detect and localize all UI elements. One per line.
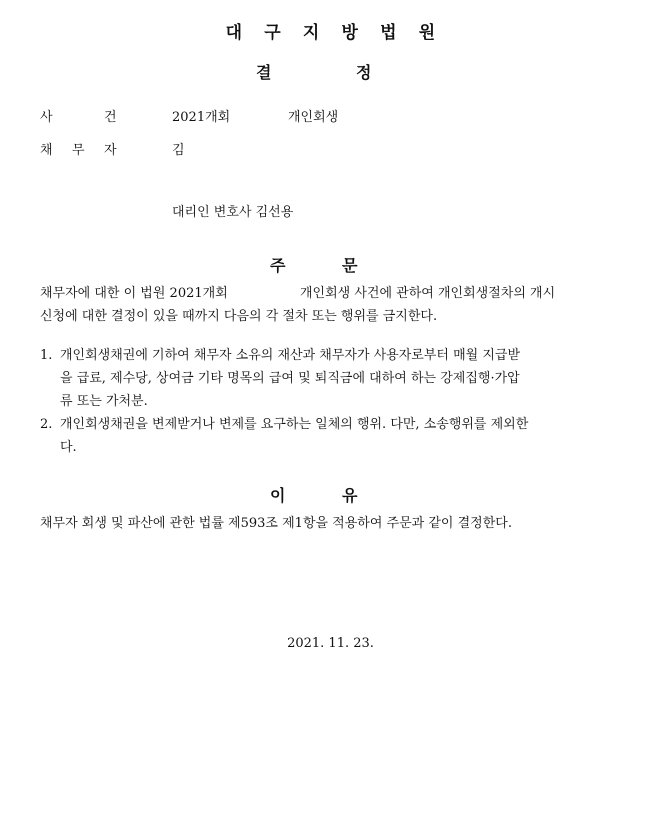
order-intro <box>40 282 590 328</box>
reason-text: 채무자 회생 및 파산에 관한 법률 제593조 제1항을 적용하여 주문과 같이 결정한다. <box>40 516 512 531</box>
list-item-line: 다. <box>60 440 77 455</box>
list-item-line: 을 급료, 제수당, 상여금 기타 명목의 급여 및 퇴직금에 대하여 하는 강제집행·가압 <box>60 371 520 386</box>
list-item-line: 류 또는 가처분. <box>60 394 148 409</box>
order-intro-line-1 <box>40 282 590 305</box>
doc-type-char-2: 정 <box>356 63 372 82</box>
list-item <box>40 413 588 459</box>
court-title-char: 법 <box>380 23 397 43</box>
case-label-char: 건 <box>104 110 117 125</box>
list-item-number: 1. <box>40 348 53 363</box>
case-number: 2021개회 <box>172 110 231 125</box>
order-heading-char-1: 주 <box>270 256 286 275</box>
order-heading-char-2: 문 <box>342 256 358 275</box>
debtor-name: 김 <box>172 143 185 158</box>
doc-type-char-1: 결 <box>256 63 272 82</box>
debtor-label-char: 무 <box>72 143 85 158</box>
list-item-number: 2. <box>40 417 53 432</box>
debtor-label-char: 자 <box>104 143 117 158</box>
court-title-char: 대 <box>225 23 243 43</box>
reason-heading-char-1: 이 <box>270 486 286 505</box>
order-intro-part2: 개인회생 사건에 관하여 개인회생절차의 개시 <box>300 286 556 301</box>
debtor-label-char: 채 <box>40 143 53 158</box>
list-item-line: 개인회생채권에 기하여 채무자 소유의 재산과 채무자가 사용자로부터 매월 지급받 <box>60 348 521 363</box>
court-title-char: 구 <box>264 23 281 43</box>
agent-line: 대리인 변호사 김선용 <box>172 205 294 220</box>
court-title-char: 원 <box>418 23 436 43</box>
order-intro-part1: 채무자에 대한 이 법원 2021개회 <box>40 286 228 301</box>
reason-heading-char-2: 유 <box>342 486 358 505</box>
court-title <box>0 18 661 43</box>
order-intro-line-2: 신청에 대한 결정이 있을 때까지 다음의 각 절차 또는 행위를 금지한다. <box>40 309 438 324</box>
case-label-char: 사 <box>40 110 53 125</box>
list-item <box>40 344 588 413</box>
list-item-text <box>60 344 588 413</box>
court-title-char: 방 <box>341 23 359 43</box>
case-name: 개인회생 <box>288 110 339 125</box>
court-title-char: 지 <box>302 23 320 43</box>
list-item-text <box>60 413 588 459</box>
list-item-line: 개인회생채권을 변제받거나 변제를 요구하는 일체의 행위. 다만, 소송행위를 제외한 <box>60 417 529 432</box>
decision-date: 2021. 11. 23. <box>287 636 374 651</box>
